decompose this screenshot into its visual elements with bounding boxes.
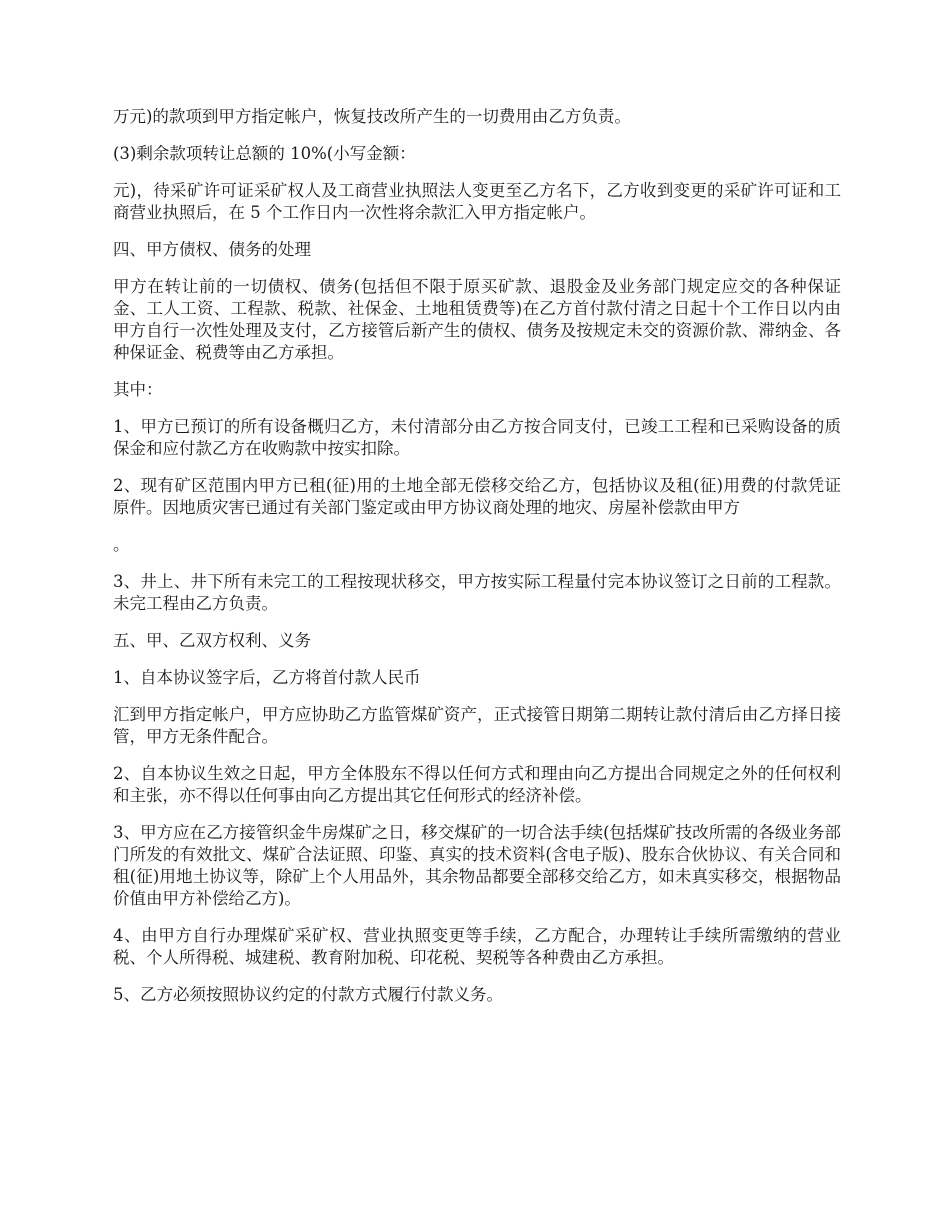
paragraph-remaining-payment: (3)剩余款项转让总额的 10%(小写金额： [113, 144, 416, 163]
paragraph-payment-tail: 万元)的款项到甲方指定帐户，恢复技改所产生的一切费用由乙方负责。 [113, 107, 631, 126]
list-item-shareholders: 2、自本协议生效之日起，甲方全体股东不得以任何方式和理由向乙方提出合同规定之外的任何权利和主张，亦不得以任何事由向乙方提出其它任何形式的经济补偿。 [113, 764, 841, 805]
paragraph-transfer-account: 汇到甲方指定帐户，甲方应协助乙方监管煤矿资产，正式接管日期第二期转让款付清后由乙方择日接管，甲方无条件配合。 [113, 705, 841, 746]
list-item-equipment: 1、甲方已预订的所有设备概归乙方，未付清部分由乙方按合同支付，已竣工工程和已采购设备的质保金和应付款乙方在收购款中按实扣除。 [113, 417, 841, 458]
paragraph-license-transfer: 元)，待采矿许可证采矿权人及工商营业执照法人变更至乙方名下，乙方收到变更的采矿许可证和工商营业执照后，在 5 个工作日内一次性将余款汇入甲方指定帐户。 [113, 181, 841, 222]
section-heading-5: 五、甲、乙双方权利、义务 [113, 631, 311, 650]
list-item-land: 2、现有矿区范围内甲方已租(征)用的土地全部无偿移交给乙方，包括协议及租(征)用费的付款凭证原件。因地质灾害已通过有关部门鉴定或由甲方协议商处理的地灾、房屋补偿款由甲方 [113, 476, 841, 517]
list-item-procedures: 4、由甲方自行办理煤矿采矿权、营业执照变更等手续，乙方配合，办理转让手续所需缴纳的营业税、个人所得税、城建税、教育附加税、印花税、契税等各种费由乙方承担。 [113, 926, 841, 967]
list-item-first-payment: 1、自本协议签字后，乙方将首付款人民币 [113, 668, 421, 687]
section-heading-4: 四、甲方债权、债务的处理 [113, 240, 311, 259]
document-page [113, 106, 841, 1021]
paragraph-debts: 甲方在转让前的一切债权、债务(包括但不限于原买矿款、退股金及业务部门规定应交的各种保证金、工人工资、工程款、税款、社保金、土地租赁费等)在乙方首付款付清之日起十个工作日以内由甲方自行一次性处理及支付，乙方接管后新产生的债权、债务及按规定未交的资源价款、滞纳金、各种保证金、税费等由乙方承担。 [113, 277, 841, 362]
list-item-payment-obligation: 5、乙方必须按照协议约定的付款方式履行付款义务。 [113, 985, 503, 1004]
paragraph-period: 。 [113, 535, 130, 554]
list-item-unfinished-works: 3、井上、井下所有未完工的工程按现状移交，甲方按实际工程量付完本协议签订之日前的工程款。未完工程由乙方负责。 [113, 572, 841, 613]
paragraph-among: 其中： [113, 380, 163, 399]
list-item-handover: 3、甲方应在乙方接管织金牛房煤矿之日，移交煤矿的一切合法手续(包括煤矿技改所需的各级业务部门所发的有效批文、煤矿合法证照、印鉴、真实的技术资料(含电子版)、股东合伙协议、有关合同和租(征)用地土协议等，除矿上个人用品外，其余物品都要全部移交给乙方，如未真实移交，根据物品价值由甲方补偿给乙方)。 [113, 823, 841, 908]
